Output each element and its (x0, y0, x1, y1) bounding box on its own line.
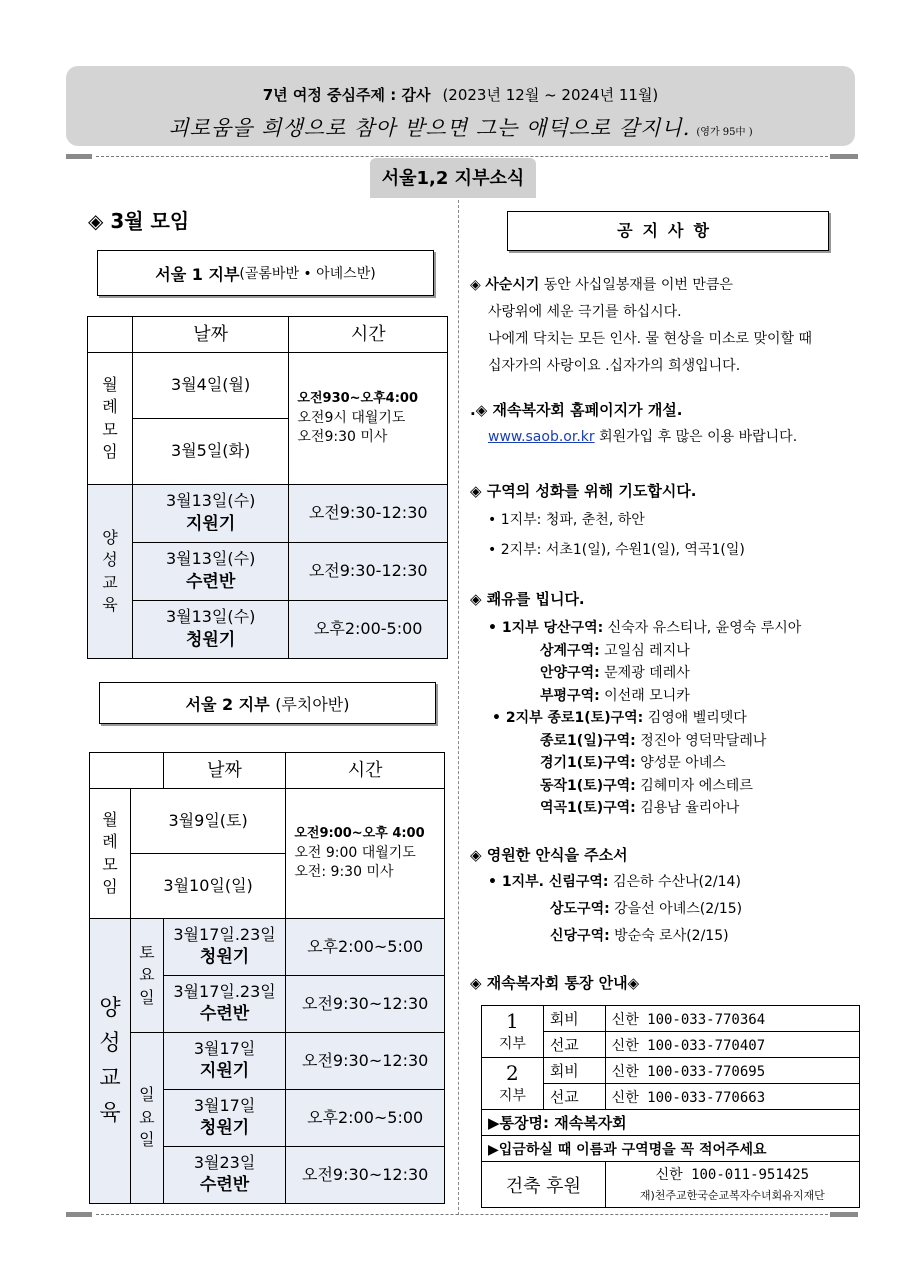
edu-date: 3월17일.23일 (173, 924, 276, 944)
cat-char: 례 (102, 832, 118, 852)
corner-cell (90, 753, 164, 789)
divider-right-cap (830, 154, 858, 159)
building-account: 신한 100-011-951425 (655, 1166, 810, 1183)
prayer-title: 구역의 성화를 위해 기도합시다. (486, 482, 697, 500)
monthly-time-main: 오전930~오후4:00 (297, 391, 419, 407)
monthly-time-main: 오전9:00~오후 4:00 (294, 826, 425, 842)
website-title: 재속복자회 홈페이지가 개설. (492, 401, 683, 419)
edu-time: 오후2:00-5:00 (289, 601, 448, 659)
cat-char: 일 (139, 987, 155, 1007)
cat-char: 월 (102, 374, 118, 394)
repose-area: 신당구역: (550, 928, 610, 944)
branch-number: 1 (506, 1008, 519, 1033)
prayer-notice (470, 478, 860, 565)
diamond-icon: ◈ (470, 974, 487, 992)
seoul2-title-box (99, 682, 436, 724)
monthly-time-mass: 오전9:30 미사 (297, 429, 388, 446)
edu-time: 오전9:30~12:30 (286, 1147, 445, 1204)
diamond-icon: ◈ (470, 482, 487, 500)
edu-date-cell (163, 1033, 286, 1090)
healing-names: 문제광 데레사 (599, 665, 690, 681)
bank-notice (470, 970, 860, 997)
bank-table (481, 1005, 860, 1208)
cat-char: 요 (139, 965, 155, 985)
healing-area: 종로1(토)구역: (547, 710, 644, 726)
cat-monthly (90, 789, 131, 919)
edu-date: 3월17일 (193, 1095, 256, 1115)
monthly-date-2: 3월10일(일) (130, 854, 285, 919)
acct-type: 선교 (543, 1084, 605, 1110)
building-cell (605, 1162, 859, 1208)
healing-area: 안양구역: (540, 665, 600, 681)
monthly-date-2: 3월5일(화) (132, 419, 289, 485)
col-date: 날짜 (132, 317, 289, 353)
edu-date-cell (132, 485, 289, 543)
branch-label: 지부 (498, 1087, 526, 1104)
cat-char: 토 (139, 942, 155, 962)
monthly-date-1: 3월9일(토) (130, 789, 285, 854)
repose-branch-label: • 1지부. (488, 874, 549, 890)
edu-date: 3월23일 (193, 1152, 256, 1172)
healing-area: 동작1(토)구역: (540, 777, 636, 794)
acct-type: 선교 (543, 1032, 605, 1058)
healing-names: 김혜미자 에스테르 (635, 777, 753, 794)
account-holder: ▶통장명: 재속복자회 (482, 1110, 860, 1136)
healing-title: 쾌유를 빕니다. (486, 590, 585, 608)
cat-char: 일 (139, 1130, 155, 1150)
header-line2 (66, 112, 855, 142)
theme-title: 7년 여정 중심주제 : 감사 (262, 86, 431, 104)
cat-education (88, 485, 133, 659)
diamond-icon: ◈ (470, 277, 486, 293)
healing-branch2-label: • 2지부 (492, 710, 548, 726)
notice-title: 공지사항 (507, 211, 829, 251)
repose-title: 영원한 안식을 주소서 (486, 846, 628, 864)
cat-char: 월 (102, 809, 118, 829)
lent-keyword: 사순시기 (485, 277, 540, 293)
prayer-branch2: • 2지부: 서초1(일), 수원1(일), 역곡1(일) (488, 542, 745, 558)
seoul2-title: 서울 2 지부 (185, 694, 270, 714)
healing-area: 종로1(일)구역: (540, 732, 636, 749)
branch1-cell (482, 1006, 544, 1058)
divider-left-cap (66, 154, 92, 159)
cat-char: 성 (99, 1030, 121, 1056)
cat-char: 교 (99, 1066, 121, 1091)
corner-cell (88, 317, 133, 353)
edu-name: 지원기 (199, 1061, 250, 1082)
edu-time: 오전9:30-12:30 (289, 485, 448, 543)
lent-line1: 동안 사십일봉재를 이번 만큼은 (539, 277, 733, 293)
acct-type: 회비 (543, 1058, 605, 1084)
bank-title: 재속복자회 통장 안내◈ (486, 974, 640, 992)
acct-number: 신한 100-033-770663 (605, 1084, 859, 1110)
healing-branch1-label: • 1지부 (488, 620, 544, 636)
cat-char: 성 (102, 550, 118, 570)
repose-area: 상도구역: (550, 901, 610, 917)
cat-char: 교 (102, 572, 118, 592)
deposit-note: ▶입금하실 때 이름과 구역명을 꼭 적어주세요 (482, 1136, 860, 1162)
healing-names: 이선래 모니카 (599, 687, 690, 704)
monthly-time-mass: 오전: 9:30 미사 (294, 864, 394, 881)
edu-date: 3월13일(수) (165, 549, 256, 569)
col-date: 날짜 (163, 753, 286, 789)
edu-time: 오후2:00~5:00 (286, 1090, 445, 1147)
edu-date: 3월17일 (193, 1038, 256, 1058)
website-text: 회원가입 후 많은 이용 바랍니다. (594, 429, 798, 445)
edu-date-cell (132, 543, 289, 601)
acct-number: 신한 100-033-770695 (605, 1058, 859, 1084)
lent-line3: 나에게 닥치는 모든 인사. 물 현상을 미소로 맞이할 때 (488, 331, 813, 347)
cat-char: 육 (99, 1101, 121, 1127)
healing-names: 김영애 벨리뎃다 (643, 710, 747, 726)
lent-notice (470, 272, 860, 380)
col-time: 시간 (286, 753, 445, 789)
edu-date-cell (163, 1147, 286, 1204)
lent-line4: 십자가의 사랑이요 .십자가의 희생입니다. (488, 358, 741, 374)
diamond-icon: .◈ (470, 401, 493, 419)
healing-names: 신숙자 유스티나, 윤영숙 루시아 (603, 620, 802, 636)
repose-names: 김은하 수산나(2/14) (608, 874, 741, 890)
edu-name: 수련반 (186, 571, 236, 592)
edu-name: 수련반 (199, 1175, 250, 1196)
healing-area: 상계구역: (540, 642, 600, 659)
seoul1-title: 서울 1 지부 (155, 264, 240, 284)
edu-time: 오전9:30-12:30 (289, 543, 448, 601)
edu-date-cell (163, 1090, 286, 1147)
diamond-icon: ◈ (470, 590, 487, 608)
healing-names: 양성문 아녜스 (635, 755, 726, 771)
healing-area: 부평구역: (540, 687, 600, 704)
healing-area: 역곡1(토)구역: (540, 800, 636, 816)
diamond-icon: ◈ (470, 846, 487, 864)
cat-char: 요 (139, 1107, 155, 1127)
edu-date: 3월13일(수) (165, 607, 256, 627)
edu-name: 수련반 (199, 1004, 250, 1025)
repose-notice (470, 842, 860, 950)
cat-char: 례 (102, 397, 118, 417)
divider-left-cap-bottom (66, 1212, 92, 1217)
cat-char: 일 (139, 1085, 155, 1105)
divider-right-cap-bottom (830, 1212, 858, 1217)
cat-monthly (88, 353, 133, 485)
healing-notice (470, 586, 860, 820)
cat-char: 육 (102, 594, 118, 614)
edu-date: 3월13일(수) (165, 491, 256, 511)
cat-char: 모 (102, 854, 118, 874)
seoul1-subtitle: (골롬바반 • 아녜스반) (239, 266, 376, 282)
header-banner (66, 66, 855, 146)
edu-name: 청원기 (199, 1118, 250, 1139)
header-line1 (66, 84, 855, 105)
acct-number: 신한 100-033-770407 (605, 1032, 859, 1058)
edu-time: 오전9:30~12:30 (286, 976, 445, 1033)
building-label: 건축 후원 (482, 1162, 606, 1208)
section-tab: 서울1,2 지부소식 (370, 158, 536, 198)
quote-source: (영가 95中 ) (696, 127, 753, 138)
website-link[interactable]: www.saob.or.kr (488, 429, 595, 445)
edu-date-cell (132, 601, 289, 659)
repose-names: 강을선 아녜스(2/15) (609, 901, 743, 917)
acct-type: 회비 (543, 1006, 605, 1032)
seoul2-subtitle: (루치아반) (275, 694, 350, 714)
seoul1-title-box (97, 250, 434, 296)
edu-time: 오후2:00~5:00 (286, 919, 445, 976)
edu-name: 지원기 (186, 513, 236, 534)
cat-char: 임 (102, 876, 118, 896)
edu-name: 청원기 (186, 629, 236, 650)
lent-line2: 사랑위에 세운 극기를 하십시다. (488, 304, 682, 320)
healing-area: 경기1(토)구역: (540, 755, 636, 771)
bottom-divider (96, 1214, 828, 1215)
repose-area: 신림구역: (548, 874, 609, 890)
quote-text: 괴로움을 희생으로 참아 받으면 그는 애덕으로 갈지니. (168, 116, 691, 140)
cat-sunday (130, 1033, 163, 1204)
monthly-time-prayer: 오전 9:00 대월기도 (294, 844, 416, 861)
cat-char: 양 (99, 995, 121, 1021)
healing-area: 당산구역: (543, 620, 604, 636)
edu-date-cell (163, 919, 286, 976)
building-holder: 재)천주교한국순교복자수녀회유지재단 (639, 1188, 825, 1202)
meeting-heading: ◈ 3월 모임 (88, 209, 190, 233)
healing-names: 고일심 레지나 (599, 642, 690, 659)
edu-date: 3월17일.23일 (173, 981, 276, 1001)
theme-range: (2023년 12월 ~ 2024년 11월) (442, 86, 659, 104)
healing-names: 김용남 율리아나 (635, 800, 740, 816)
cat-char: 임 (102, 441, 118, 461)
seoul1-schedule-table (87, 316, 448, 659)
top-divider (96, 156, 828, 157)
cat-char: 모 (102, 419, 118, 439)
branch2-cell (482, 1058, 544, 1110)
acct-number: 신한 100-033-770364 (605, 1006, 859, 1032)
monthly-time (286, 789, 445, 919)
edu-date-cell (163, 976, 286, 1033)
website-notice (470, 397, 860, 451)
column-divider (458, 200, 459, 1215)
branch-number: 2 (506, 1060, 519, 1085)
repose-names: 방순숙 로사(2/15) (609, 928, 729, 944)
monthly-time-prayer: 오전9시 대월기도 (297, 409, 406, 426)
branch-label: 지부 (498, 1035, 526, 1052)
edu-time: 오전9:30~12:30 (286, 1033, 445, 1090)
prayer-branch1: • 1지부: 청파, 춘천, 하안 (488, 512, 645, 528)
cat-saturday (130, 919, 163, 1033)
cat-char: 양 (102, 527, 118, 547)
cat-education (90, 919, 131, 1204)
seoul2-schedule-table (89, 752, 445, 1204)
monthly-date-1: 3월4일(월) (132, 353, 289, 419)
healing-names: 정진아 영덕막달레나 (635, 732, 767, 749)
monthly-time (289, 353, 448, 485)
col-time: 시간 (289, 317, 448, 353)
edu-name: 청원기 (199, 947, 250, 968)
